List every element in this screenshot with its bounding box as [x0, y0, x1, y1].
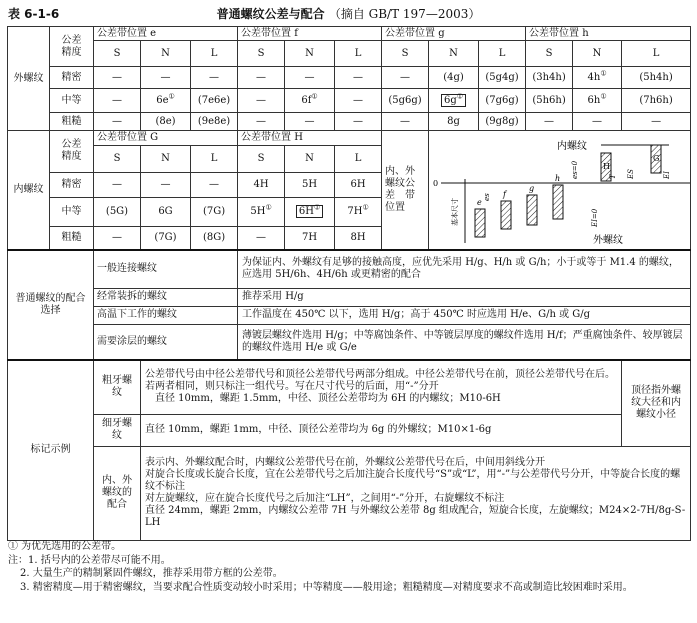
int-coarse-H-s: — [238, 227, 285, 250]
footnotes [8, 540, 690, 594]
ext-med-f-l: — [335, 89, 382, 113]
ext-coarse-f-s: — [238, 113, 285, 131]
fit-value: 推荐采用 H/g [238, 288, 691, 306]
ext-coarse-h-n: — [573, 113, 622, 131]
int-fine-G-n: — [141, 172, 191, 197]
footnote: 2. 大量生产的精制紧固件螺纹，推荐采用带方框的公差带。 [20, 568, 283, 579]
mark-label: 标记示例 [8, 360, 94, 540]
int-fine-G-s: — [94, 172, 141, 197]
EI2-label: EI [663, 171, 672, 179]
zone-h-header: 公差带位置 h [526, 27, 691, 41]
len-l: L [191, 41, 238, 67]
zone-h [553, 185, 563, 219]
zone-f [501, 201, 511, 229]
footnote: 注：1. 括号内的公差带尽可能不用。 [8, 554, 171, 566]
fit-key: 一般连接螺纹 [94, 250, 238, 288]
ext-med-e-n: 6e① [141, 89, 191, 113]
ext-coarse-h-l: — [622, 113, 691, 131]
footnote: ① 为优先选用的公差带。 [8, 541, 122, 552]
zone-f-header: 公差带位置 f [238, 27, 382, 41]
ext-med-h-n: 6h① [573, 89, 622, 113]
tol-grade-label: 公差 精度 [50, 131, 94, 173]
grade-fine: 精密 [50, 172, 94, 197]
zone-f-letter: f [503, 190, 507, 199]
int-coarse-G-l: (8G) [191, 227, 238, 250]
ext-fine-e-n: — [141, 67, 191, 89]
ext-fine-g-s: — [382, 67, 429, 89]
ext-coarse-e-l: (9e8e) [191, 113, 238, 131]
boxed-zone: 6g① [441, 94, 466, 107]
tolerance-table [7, 26, 691, 541]
len-s: S [94, 41, 141, 67]
tol-grade-label: 公差 精度 [50, 27, 94, 67]
int-med-G-n: 6G [141, 198, 191, 227]
es0-label: es=0 [571, 160, 580, 179]
ext-med-e-l: (7e6e) [191, 89, 238, 113]
int-med-G-l: (7G) [191, 198, 238, 227]
position-label: 内、外 螺纹公 差 带 位置 [382, 131, 429, 251]
T-label: T [609, 174, 618, 179]
zone-diagram-svg [429, 131, 691, 249]
fit-label: 普通螺纹的配合选择 [8, 250, 94, 360]
ext-fine-g-l: (5g4g) [479, 67, 526, 89]
ext-fine-h-l: (5h4h) [622, 67, 691, 89]
int-coarse-H-n: 7H [285, 227, 335, 250]
len-n: N [141, 41, 191, 67]
len-s: S [94, 145, 141, 172]
mark-fine-text: 直径 10mm，螺距 1mm，中径、顶径公差带均为 6g 的外螺纹；M10×1-6g [141, 414, 622, 446]
int-fine-H-s: 4H [238, 172, 285, 197]
len-l: L [622, 41, 691, 67]
ext-fine-f-s: — [238, 67, 285, 89]
footnote: 3. 精密精度—用于精密螺纹，当要求配合性质变动较小时采用；中等精度——般用途；粗糙精度—对精度要求不高或制造比较困难时采用。 [20, 581, 633, 593]
len-s: S [238, 145, 285, 172]
mark-pair-text: 表示内、外螺纹配合时，内螺纹公差带代号在前，外螺纹公差带代号在后，中间用斜线分开 对旋合长度或长旋合长度，宜在公差带代号之后加注旋合长度代号“S”或“L”，用“-”与公差带代号分开，中等旋合长度的螺纹不标注 对左旋螺纹，应在旋合长度代号之后加注“LH”，之间用“-”分开，右旋螺纹不标注 直径 24mm，螺距 2mm，内螺纹公差带 7H 与外螺纹公差带 8g 组成配合，短旋合长度，左旋螺纹；M24×2-7H/8g-S-LH [141, 446, 691, 540]
es-label: es [483, 193, 492, 201]
ext-fine-f-n: — [285, 67, 335, 89]
ext-coarse-g-s: — [382, 113, 429, 131]
boxed-zone: 6H① [296, 205, 323, 218]
zone-g-header: 公差带位置 g [382, 27, 526, 41]
grade-fine: 精密 [50, 67, 94, 89]
int-fine-H-n: 5H [285, 172, 335, 197]
len-l: L [191, 145, 238, 172]
zone-H-letter: H [603, 162, 611, 171]
int-med-H-n [285, 198, 335, 227]
ext-med-f-s: — [238, 89, 285, 113]
mark-coarse-text: 公差带代号由中径公差带代号和顶径公差带代号两部分组成。中径公差带代号在前，顶径公差带代号在后。若两者相同，则只标注一组代号。写在尺寸代号的后面，用“-”分开 直径 10mm，螺距 1.5mm，中径、顶径公差带均为 6H 的内螺纹；M10-6H [141, 360, 622, 414]
label-external: 外螺纹 [593, 235, 624, 246]
ext-coarse-f-n: — [285, 113, 335, 131]
len-n: N [573, 41, 622, 67]
len-s: S [526, 41, 573, 67]
len-s: S [382, 41, 429, 67]
len-s: S [238, 41, 285, 67]
ext-med-g-n [429, 89, 479, 113]
ext-med-h-s: (5h6h) [526, 89, 573, 113]
ext-fine-g-n: (4g) [429, 67, 479, 89]
fit-value: 工作温度在 450℃ 以下，选用 H/g；高于 450℃ 时应选用 H/e、G/h 或 G/g [238, 306, 691, 324]
ext-coarse-h-s: — [526, 113, 573, 131]
mark-side-note: 顶径指外螺纹大径和内螺纹小径 [622, 360, 691, 446]
zone-g [527, 195, 537, 225]
int-fine-H-l: 6H [335, 172, 382, 197]
zone-h-letter: h [555, 174, 561, 183]
ext-coarse-g-n: 8g [429, 113, 479, 131]
len-n: N [429, 41, 479, 67]
ext-fine-e-s: — [94, 67, 141, 89]
len-l: L [335, 145, 382, 172]
ext-fine-e-l: — [191, 67, 238, 89]
zone-e [475, 209, 485, 237]
table-title: 普通螺纹公差与配合 （摘自 GB/T 197—2003） [216, 7, 481, 21]
zone-e-letter: e [477, 198, 482, 207]
ext-med-g-l: (7g6g) [479, 89, 526, 113]
zone-G-header: 公差带位置 G [94, 131, 238, 146]
ext-fine-f-l: — [335, 67, 382, 89]
EI0-label: EI=0 [591, 208, 600, 227]
len-n: N [285, 145, 335, 172]
zero-label: 0 [433, 179, 439, 188]
zone-G-letter: G [653, 154, 660, 163]
int-coarse-G-n: (7G) [141, 227, 191, 250]
ext-med-e-s: — [94, 89, 141, 113]
int-med-H-s: 5H① [238, 198, 285, 227]
ext-coarse-e-s: — [94, 113, 141, 131]
len-n: N [285, 41, 335, 67]
int-fine-G-l: — [191, 172, 238, 197]
ext-label: 外螺纹 [8, 27, 50, 131]
basic-size-label: 基本尺寸 [451, 198, 460, 226]
tolerance-zone-diagram [429, 131, 691, 251]
int-label: 内螺纹 [8, 131, 50, 251]
fit-key: 经常装拆的螺纹 [94, 288, 238, 306]
grade-medium: 中等 [50, 198, 94, 227]
grade-coarse: 粗糙 [50, 113, 94, 131]
fit-value: 为保证内、外螺纹有足够的接触高度，应优先采用 H/g、H/h 或 G/h；小于或等于 M1.4 的螺纹，应选用 5H/6h、4H/6h 或更精密的配合 [238, 250, 691, 288]
int-coarse-H-l: 8H [335, 227, 382, 250]
ext-coarse-e-n: (8e) [141, 113, 191, 131]
fit-key: 需要涂层的螺纹 [94, 324, 238, 360]
grade-coarse: 粗糙 [50, 227, 94, 250]
ext-med-f-n: 6f① [285, 89, 335, 113]
len-l: L [335, 41, 382, 67]
ext-med-g-s: (5g6g) [382, 89, 429, 113]
int-med-H-l: 7H① [335, 198, 382, 227]
zone-g-letter: g [529, 184, 535, 193]
label-internal: 内螺纹 [557, 141, 588, 152]
zone-e-header: 公差带位置 e [94, 27, 238, 41]
ES-label: ES [627, 169, 636, 179]
grade-medium: 中等 [50, 89, 94, 113]
len-n: N [141, 145, 191, 172]
int-med-G-s: (5G) [94, 198, 141, 227]
mark-fine-label: 细牙螺纹 [94, 414, 141, 446]
table-number: 表 6-1-6 [8, 7, 60, 21]
ext-fine-h-s: (3h4h) [526, 67, 573, 89]
ext-coarse-g-l: (9g8g) [479, 113, 526, 131]
fit-key: 高温下工作的螺纹 [94, 306, 238, 324]
ext-fine-h-n: 4h① [573, 67, 622, 89]
zone-H-header: 公差带位置 H [238, 131, 382, 146]
mark-pair-label: 内、外螺纹的配合 [94, 446, 141, 540]
ext-med-h-l: (7h6h) [622, 89, 691, 113]
int-coarse-G-s: — [94, 227, 141, 250]
ext-coarse-f-l: — [335, 113, 382, 131]
mark-coarse-label: 粗牙螺纹 [94, 360, 141, 414]
fit-value: 薄镀层螺纹件选用 H/g；中等腐蚀条件、中等镀层厚度的螺纹件选用 H/f；严重腐蚀条件、较厚镀层的螺纹件选用 H/e 或 G/e [238, 324, 691, 360]
len-l: L [479, 41, 526, 67]
table-source: （摘自 GB/T 197—2003） [328, 7, 481, 21]
